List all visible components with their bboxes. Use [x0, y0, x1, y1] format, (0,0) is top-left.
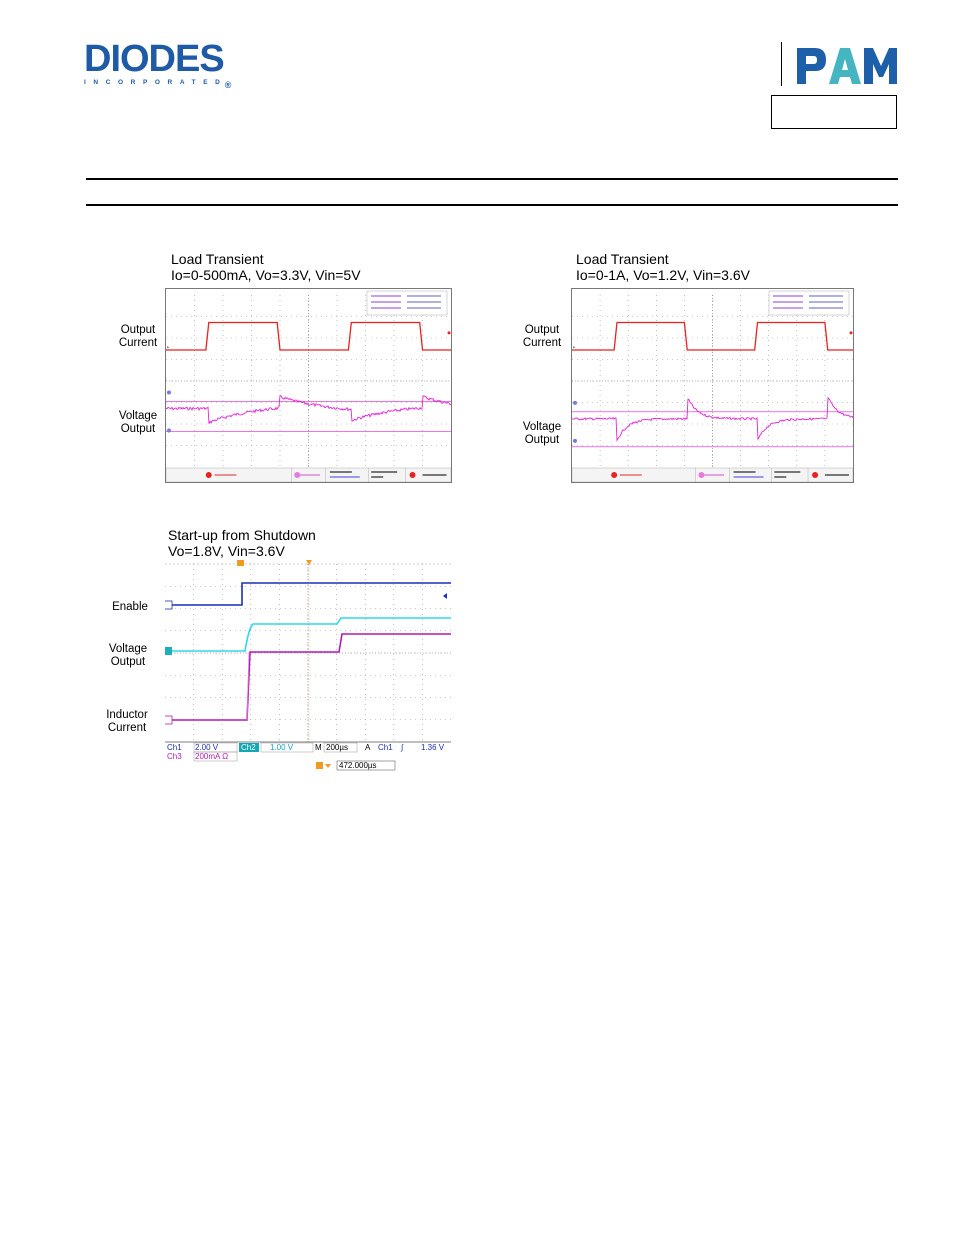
- chart2-scope: [571, 288, 854, 483]
- status-marker: [206, 472, 212, 478]
- status-text-mark: [774, 476, 786, 478]
- status-text-mark: [330, 476, 360, 478]
- chart2-label-voltage-output: Voltage Output: [522, 421, 562, 446]
- measurement-text-mark: [407, 307, 441, 309]
- voltage-channel-marker: [167, 391, 171, 395]
- measurement-text-mark: [371, 301, 401, 303]
- part-number-box: [771, 95, 897, 129]
- status-text-mark: [300, 474, 320, 476]
- measurement-text-mark: [773, 295, 803, 297]
- measurement-text-mark: [773, 307, 803, 309]
- status-text-mark: [825, 474, 849, 476]
- trigger-prefix: A: [365, 743, 371, 752]
- chart3-plot: [165, 560, 451, 772]
- inductor-current-trace: [165, 634, 451, 720]
- chart1-scope: [165, 288, 452, 483]
- chart3-label-enable: Enable: [112, 601, 148, 613]
- ch1-marker: [165, 601, 172, 609]
- trigger-position-marker: [237, 560, 244, 566]
- header-rule-bottom: [86, 204, 898, 206]
- ch2-name: Ch2: [241, 743, 256, 752]
- status-text-mark: [371, 471, 397, 473]
- chart3-subtitle: Vo=1.8V, Vin=3.6V: [168, 543, 285, 559]
- trigger-level-marker: [443, 593, 447, 599]
- ch3-scale: 200mA Ω: [195, 752, 229, 761]
- chart3-label-inductor-current: Inductor Current: [106, 709, 148, 734]
- status-text-mark: [620, 474, 642, 476]
- status-text-mark: [371, 476, 383, 478]
- status-marker: [698, 472, 704, 478]
- voltage-channel-marker: [167, 429, 171, 433]
- chart3-grid: [165, 564, 451, 742]
- diodes-logo: [84, 38, 231, 90]
- current-channel-marker: ▸: [573, 344, 576, 351]
- measurement-text-mark: [371, 295, 401, 297]
- chart2-title: Load Transient: [576, 251, 669, 267]
- chart1-label-voltage-output: Voltage Output: [118, 410, 158, 435]
- trigger-channel: Ch1: [378, 743, 393, 752]
- registered-mark: ®: [224, 80, 231, 90]
- status-marker: [812, 472, 818, 478]
- chart1-grid: [166, 295, 451, 467]
- measurement-text-mark: [773, 301, 803, 303]
- current-channel-marker: ▸: [167, 344, 170, 351]
- chart1-title: Load Transient: [171, 251, 264, 267]
- voltage-channel-marker: [573, 439, 577, 443]
- trigger-level: 1.36 V: [421, 743, 445, 752]
- trigger-level-marker: [448, 331, 451, 334]
- measurement-text-mark: [809, 295, 843, 297]
- ch3-marker: [165, 716, 172, 724]
- chart2-plot: [572, 289, 853, 482]
- chart3-label-voltage-output: Voltage Output: [108, 643, 148, 668]
- measurement-text-mark: [407, 295, 441, 297]
- timebase: 200µs: [326, 743, 348, 752]
- status-marker: [294, 472, 300, 478]
- timebase-prefix: M: [315, 743, 322, 752]
- status-text-mark: [214, 474, 236, 476]
- pam-logo: [795, 44, 899, 86]
- chart2-subtitle: Io=0-1A, Vo=1.2V, Vin=3.6V: [576, 267, 750, 283]
- status-text-mark: [330, 471, 352, 473]
- chart3-scope: [165, 560, 451, 772]
- ch1-name: Ch1: [167, 743, 182, 752]
- chart3-title: Start-up from Shutdown: [168, 527, 316, 543]
- measurement-text-mark: [371, 307, 401, 309]
- measurement-text-mark: [407, 301, 441, 303]
- status-text-mark: [704, 474, 724, 476]
- status-marker: [611, 472, 617, 478]
- ch2-scale: 1.00 V: [270, 743, 294, 752]
- status-text-mark: [774, 471, 800, 473]
- voltage-channel-marker: [573, 401, 577, 405]
- ch3-name: Ch3: [167, 752, 182, 761]
- ch1-scale: 2.00 V: [195, 743, 219, 752]
- chart1-label-output-current: Output Current: [118, 324, 158, 349]
- status-text-mark: [734, 471, 756, 473]
- chart1-plot: [166, 289, 451, 482]
- diodes-logo-subtext: INCORPORATED: [84, 79, 228, 86]
- header-rule-top: [86, 178, 898, 180]
- chart2-label-output-current: Output Current: [522, 324, 562, 349]
- measurement-text-mark: [809, 307, 843, 309]
- trigger-level-marker: [850, 331, 853, 334]
- diodes-logo-text: DIODES: [84, 38, 224, 80]
- measurement-text-mark: [809, 301, 843, 303]
- cursor-delta-arrow: [325, 764, 331, 768]
- chart2-grid: [572, 295, 853, 467]
- logo-divider: [781, 42, 782, 86]
- trigger-slope: ∫: [401, 743, 404, 752]
- cursor-value: 472.000µs: [339, 761, 377, 770]
- status-text-mark: [734, 476, 764, 478]
- status-text-mark: [423, 474, 447, 476]
- status-marker: [410, 472, 416, 478]
- cursor-delta-marker: [316, 762, 323, 769]
- chart1-subtitle: Io=0-500mA, Vo=3.3V, Vin=5V: [171, 267, 361, 283]
- ch2-marker: [165, 647, 172, 655]
